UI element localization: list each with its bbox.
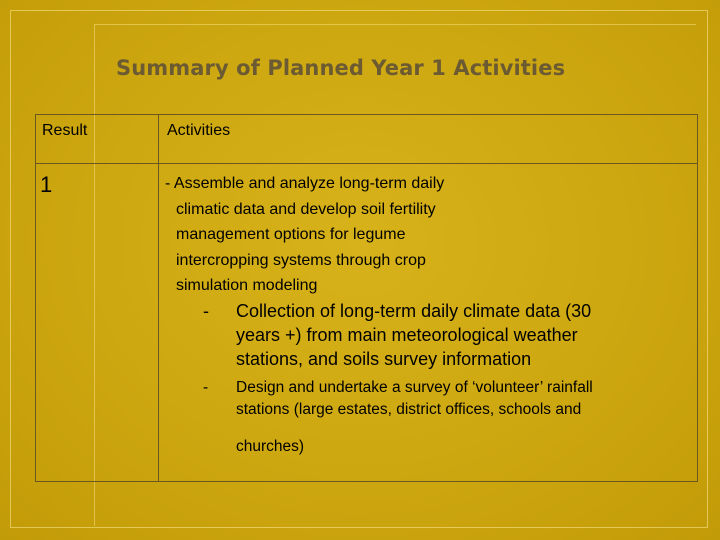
header-result: Result — [42, 122, 88, 139]
sub-activity-line: churches) — [236, 438, 305, 455]
sub-activity-line: stations, and soils survey information — [236, 349, 532, 369]
sub-activity-line: Collection of long-term daily climate data (30 — [236, 301, 592, 321]
activity-line: - Assemble and analyze long-term daily — [165, 175, 445, 192]
header-activities: Activities — [167, 122, 231, 139]
column-divider — [158, 115, 159, 481]
activity-line: management options for legume — [176, 226, 406, 243]
activity-line: climatic data and develop soil fertility — [176, 200, 436, 218]
sub-activity-line: stations (large estates, district offices, schools and — [236, 401, 582, 418]
sub-activity-line: years +) from main meteorological weather — [236, 325, 578, 345]
activity-line: simulation modeling — [176, 277, 318, 294]
sub-activity-line: Design and undertake a survey of ‘volunteer’ rainfall — [236, 379, 593, 396]
activity-line: intercropping systems through crop — [176, 251, 426, 269]
slide-title: Summary of Planned Year 1 Activities — [116, 56, 566, 80]
sub-activity-item — [203, 299, 656, 371]
header-divider — [36, 163, 697, 164]
sub-activity-item — [203, 377, 656, 458]
result-cell: 1 — [40, 172, 53, 197]
sub-activity-bullet: - — [203, 301, 209, 321]
activity-description — [165, 171, 545, 299]
sub-activity-bullet: - — [203, 379, 209, 396]
activities-table — [35, 114, 698, 482]
